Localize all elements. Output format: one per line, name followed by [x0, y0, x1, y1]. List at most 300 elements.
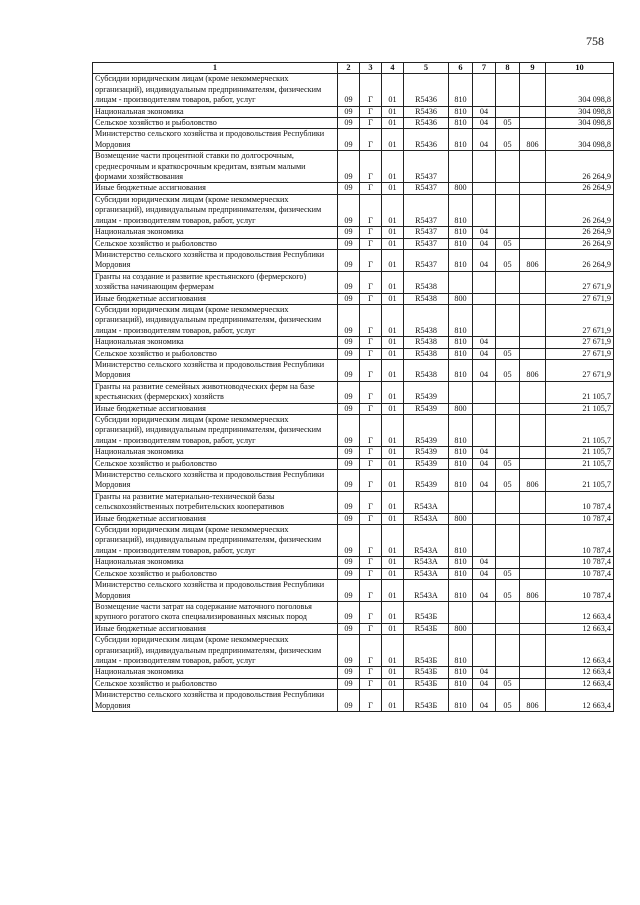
row-amount: 12 663,4 [546, 623, 614, 634]
cell-code: R543А [404, 525, 449, 557]
cell-code: R543Б [404, 601, 449, 623]
table-row [93, 381, 614, 403]
cell-code: 806 [520, 690, 546, 712]
cell-code: Г [360, 293, 382, 304]
row-amount: 10 787,4 [546, 491, 614, 513]
cell-code [520, 304, 546, 336]
cell-code [496, 293, 520, 304]
cell-code [520, 106, 546, 117]
cell-code: R5436 [404, 74, 449, 106]
cell-code: Г [360, 580, 382, 602]
cell-code: 806 [520, 580, 546, 602]
cell-code: R543Б [404, 635, 449, 667]
cell-code: 09 [338, 678, 360, 689]
cell-code: 01 [382, 227, 404, 238]
row-amount: 304 098,8 [546, 74, 614, 106]
row-amount: 12 663,4 [546, 667, 614, 678]
cell-code: 09 [338, 601, 360, 623]
row-label: Сельское хозяйство и рыболовство [93, 118, 338, 129]
table-row [93, 513, 614, 524]
cell-code: 01 [382, 348, 404, 359]
cell-code: 09 [338, 348, 360, 359]
cell-code: R5438 [404, 271, 449, 293]
cell-code: R5437 [404, 183, 449, 194]
table-row [93, 359, 614, 381]
cell-code: 05 [496, 568, 520, 579]
cell-code: 04 [473, 337, 496, 348]
table-row [93, 106, 614, 117]
cell-code: 810 [449, 447, 473, 458]
cell-code: Г [360, 183, 382, 194]
cell-code [496, 151, 520, 183]
cell-code [520, 238, 546, 249]
cell-code [473, 74, 496, 106]
cell-code: 01 [382, 249, 404, 271]
cell-code: R543Б [404, 690, 449, 712]
cell-code [496, 415, 520, 447]
row-amount: 10 787,4 [546, 557, 614, 568]
cell-code: R5439 [404, 403, 449, 414]
cell-code: Г [360, 678, 382, 689]
row-amount: 26 264,9 [546, 249, 614, 271]
cell-code: 01 [382, 690, 404, 712]
cell-code: 01 [382, 337, 404, 348]
cell-code [473, 525, 496, 557]
cell-code: R5436 [404, 106, 449, 117]
cell-code: 09 [338, 194, 360, 226]
cell-code: Г [360, 118, 382, 129]
cell-code: R5437 [404, 151, 449, 183]
row-label: Субсидии юридическим лицам (кроме некоммерческих организаций), индивидуальным предпринимателям, физическим лицам - производителям товаров, работ, услуг [93, 415, 338, 447]
table-row [93, 227, 614, 238]
cell-code [473, 415, 496, 447]
table-row [93, 118, 614, 129]
cell-code: 810 [449, 106, 473, 117]
cell-code: Г [360, 635, 382, 667]
table-row [93, 601, 614, 623]
cell-code [473, 183, 496, 194]
cell-code: 09 [338, 381, 360, 403]
cell-code: Г [360, 359, 382, 381]
cell-code [449, 381, 473, 403]
cell-code: Г [360, 304, 382, 336]
row-amount: 27 671,9 [546, 304, 614, 336]
cell-code: 09 [338, 557, 360, 568]
row-amount: 12 663,4 [546, 601, 614, 623]
cell-code: R5438 [404, 359, 449, 381]
cell-code: 806 [520, 249, 546, 271]
cell-code: 09 [338, 227, 360, 238]
cell-code [520, 348, 546, 359]
cell-code [496, 623, 520, 634]
cell-code: 04 [473, 238, 496, 249]
cell-code [496, 601, 520, 623]
column-header: 7 [473, 63, 496, 74]
cell-code: 09 [338, 525, 360, 557]
row-amount: 27 671,9 [546, 359, 614, 381]
cell-code: Г [360, 271, 382, 293]
cell-code: 810 [449, 415, 473, 447]
cell-code [520, 151, 546, 183]
table-row [93, 667, 614, 678]
cell-code: 810 [449, 557, 473, 568]
cell-code: 09 [338, 690, 360, 712]
cell-code: R5438 [404, 293, 449, 304]
row-label: Национальная экономика [93, 557, 338, 568]
row-label: Национальная экономика [93, 337, 338, 348]
cell-code: Г [360, 194, 382, 226]
row-label: Субсидии юридическим лицам (кроме некоммерческих организаций), индивидуальным предпринимателям, физическим лицам - производителям товаров, работ, услуг [93, 304, 338, 336]
row-label: Иные бюджетные ассигнования [93, 513, 338, 524]
cell-code: 01 [382, 678, 404, 689]
column-header: 2 [338, 63, 360, 74]
cell-code: 810 [449, 667, 473, 678]
cell-code: 04 [473, 580, 496, 602]
row-label: Министерство сельского хозяйства и продовольствия Республики Мордовия [93, 249, 338, 271]
cell-code: 09 [338, 238, 360, 249]
row-label: Сельское хозяйство и рыболовство [93, 678, 338, 689]
cell-code: 01 [382, 271, 404, 293]
cell-code: Г [360, 568, 382, 579]
cell-code: 810 [449, 304, 473, 336]
cell-code: R5439 [404, 381, 449, 403]
cell-code: R5439 [404, 415, 449, 447]
table-row [93, 293, 614, 304]
cell-code: 01 [382, 513, 404, 524]
cell-code [449, 601, 473, 623]
cell-code [520, 491, 546, 513]
cell-code: 09 [338, 359, 360, 381]
cell-code [520, 415, 546, 447]
row-label: Министерство сельского хозяйства и продовольствия Республики Мордовия [93, 470, 338, 492]
row-label: Национальная экономика [93, 447, 338, 458]
cell-code: 09 [338, 337, 360, 348]
cell-code: 01 [382, 635, 404, 667]
cell-code [496, 635, 520, 667]
row-amount: 12 663,4 [546, 635, 614, 667]
header-row [93, 63, 614, 74]
table-row [93, 557, 614, 568]
cell-code: 04 [473, 447, 496, 458]
cell-code: R5436 [404, 129, 449, 151]
row-label: Возмещение части затрат на содержание маточного поголовья крупного рогатого скота специализированных мясных пород [93, 601, 338, 623]
table-row [93, 458, 614, 469]
cell-code: Г [360, 151, 382, 183]
cell-code [496, 667, 520, 678]
cell-code: 04 [473, 458, 496, 469]
row-amount: 10 787,4 [546, 580, 614, 602]
cell-code: Г [360, 667, 382, 678]
row-amount: 21 105,7 [546, 447, 614, 458]
cell-code: 810 [449, 568, 473, 579]
table-row [93, 271, 614, 293]
table-row [93, 470, 614, 492]
cell-code: 05 [496, 690, 520, 712]
cell-code: R5437 [404, 249, 449, 271]
cell-code: 04 [473, 118, 496, 129]
cell-code [496, 106, 520, 117]
table-row [93, 580, 614, 602]
cell-code: 01 [382, 557, 404, 568]
cell-code: 09 [338, 458, 360, 469]
cell-code: R5439 [404, 447, 449, 458]
cell-code: 09 [338, 293, 360, 304]
cell-code: 01 [382, 525, 404, 557]
row-amount: 26 264,9 [546, 194, 614, 226]
column-header: 3 [360, 63, 382, 74]
cell-code: 04 [473, 227, 496, 238]
cell-code: 810 [449, 690, 473, 712]
row-amount: 10 787,4 [546, 513, 614, 524]
cell-code [473, 151, 496, 183]
cell-code: 09 [338, 106, 360, 117]
table-row [93, 194, 614, 226]
row-amount: 21 105,7 [546, 415, 614, 447]
cell-code [520, 568, 546, 579]
row-amount: 10 787,4 [546, 568, 614, 579]
cell-code: 09 [338, 183, 360, 194]
cell-code: Г [360, 227, 382, 238]
cell-code: Г [360, 348, 382, 359]
cell-code: Г [360, 458, 382, 469]
cell-code: 810 [449, 194, 473, 226]
cell-code: 01 [382, 470, 404, 492]
cell-code: 01 [382, 601, 404, 623]
cell-code: 01 [382, 623, 404, 634]
cell-code: R5437 [404, 194, 449, 226]
cell-code: Г [360, 525, 382, 557]
row-amount: 304 098,8 [546, 106, 614, 117]
cell-code: R543А [404, 557, 449, 568]
row-label: Министерство сельского хозяйства и продовольствия Республики Мордовия [93, 129, 338, 151]
cell-code: 05 [496, 129, 520, 151]
cell-code: Г [360, 623, 382, 634]
cell-code: 05 [496, 458, 520, 469]
cell-code: R543А [404, 513, 449, 524]
table-row [93, 151, 614, 183]
row-label: Гранты на развитие семейных животноводческих ферм на базе крестьянских (фермерских) хозяйств [93, 381, 338, 403]
cell-code [520, 227, 546, 238]
cell-code [449, 151, 473, 183]
cell-code: 09 [338, 568, 360, 579]
row-amount: 12 663,4 [546, 690, 614, 712]
row-label: Министерство сельского хозяйства и продовольствия Республики Мордовия [93, 359, 338, 381]
cell-code: R5439 [404, 458, 449, 469]
cell-code: R5438 [404, 337, 449, 348]
cell-code [473, 304, 496, 336]
cell-code [520, 635, 546, 667]
row-label: Национальная экономика [93, 227, 338, 238]
cell-code: Г [360, 470, 382, 492]
cell-code [520, 381, 546, 403]
column-header: 10 [546, 63, 614, 74]
cell-code: 01 [382, 403, 404, 414]
cell-code [473, 513, 496, 524]
cell-code: 01 [382, 458, 404, 469]
row-label: Сельское хозяйство и рыболовство [93, 238, 338, 249]
cell-code [473, 194, 496, 226]
cell-code: 01 [382, 293, 404, 304]
cell-code [449, 271, 473, 293]
cell-code: Г [360, 238, 382, 249]
row-label: Субсидии юридическим лицам (кроме некоммерческих организаций), индивидуальным предпринимателям, физическим лицам - производителям товаров, работ, услуг [93, 74, 338, 106]
cell-code: 01 [382, 194, 404, 226]
row-amount: 304 098,8 [546, 129, 614, 151]
cell-code [520, 667, 546, 678]
cell-code: 05 [496, 470, 520, 492]
page-number: 758 [586, 34, 604, 48]
row-label: Иные бюджетные ассигнования [93, 403, 338, 414]
row-label: Иные бюджетные ассигнования [93, 183, 338, 194]
cell-code [496, 304, 520, 336]
cell-code: 09 [338, 623, 360, 634]
cell-code: R5437 [404, 227, 449, 238]
cell-code: Г [360, 129, 382, 151]
table-row [93, 74, 614, 106]
cell-code: 806 [520, 359, 546, 381]
row-label: Министерство сельского хозяйства и продовольствия Республики Мордовия [93, 580, 338, 602]
row-amount: 26 264,9 [546, 227, 614, 238]
cell-code: 806 [520, 129, 546, 151]
cell-code [520, 194, 546, 226]
cell-code: 806 [520, 470, 546, 492]
cell-code: 09 [338, 151, 360, 183]
row-label: Гранты на создание и развитие крестьянского (фермерского) хозяйства начинающим фермерам [93, 271, 338, 293]
cell-code [496, 194, 520, 226]
row-amount: 26 264,9 [546, 151, 614, 183]
cell-code [520, 678, 546, 689]
row-label: Национальная экономика [93, 667, 338, 678]
row-label: Иные бюджетные ассигнования [93, 293, 338, 304]
table-row [93, 415, 614, 447]
row-label: Субсидии юридическим лицам (кроме некоммерческих организаций), индивидуальным предпринимателям, физическим лицам - производителям товаров, работ, услуг [93, 635, 338, 667]
cell-code: 05 [496, 238, 520, 249]
row-amount: 21 105,7 [546, 458, 614, 469]
cell-code: 04 [473, 359, 496, 381]
cell-code: 09 [338, 249, 360, 271]
cell-code: 810 [449, 249, 473, 271]
row-label: Сельское хозяйство и рыболовство [93, 458, 338, 469]
cell-code: 04 [473, 667, 496, 678]
cell-code [496, 337, 520, 348]
table-row [93, 403, 614, 414]
cell-code [473, 403, 496, 414]
cell-code: 09 [338, 447, 360, 458]
row-label: Министерство сельского хозяйства и продовольствия Республики Мордовия [93, 690, 338, 712]
cell-code [496, 74, 520, 106]
table-row [93, 690, 614, 712]
row-label: Гранты на развитие материально-технической базы сельскохозяйственных потребительских кооперативов [93, 491, 338, 513]
cell-code: R5438 [404, 348, 449, 359]
cell-code [473, 293, 496, 304]
cell-code: 810 [449, 227, 473, 238]
table-row [93, 337, 614, 348]
cell-code: 810 [449, 580, 473, 602]
cell-code [473, 381, 496, 403]
table-row [93, 348, 614, 359]
cell-code: 01 [382, 238, 404, 249]
cell-code [520, 623, 546, 634]
cell-code: Г [360, 415, 382, 447]
cell-code [520, 337, 546, 348]
cell-code: 01 [382, 580, 404, 602]
cell-code: 01 [382, 118, 404, 129]
cell-code [520, 403, 546, 414]
cell-code: 05 [496, 118, 520, 129]
table-row [93, 447, 614, 458]
cell-code: 04 [473, 568, 496, 579]
row-amount: 21 105,7 [546, 403, 614, 414]
cell-code: Г [360, 106, 382, 117]
cell-code: 09 [338, 271, 360, 293]
cell-code: 09 [338, 118, 360, 129]
cell-code: 04 [473, 557, 496, 568]
cell-code: 04 [473, 249, 496, 271]
row-amount: 27 671,9 [546, 271, 614, 293]
cell-code: 09 [338, 403, 360, 414]
table-row [93, 249, 614, 271]
cell-code: 01 [382, 129, 404, 151]
table-row [93, 304, 614, 336]
cell-code: 810 [449, 129, 473, 151]
cell-code: 04 [473, 348, 496, 359]
cell-code: Г [360, 381, 382, 403]
cell-code [496, 227, 520, 238]
cell-code: R5436 [404, 118, 449, 129]
cell-code: 05 [496, 678, 520, 689]
row-amount: 21 105,7 [546, 470, 614, 492]
cell-code: 01 [382, 447, 404, 458]
cell-code: R5437 [404, 238, 449, 249]
column-header: 6 [449, 63, 473, 74]
table-row [93, 635, 614, 667]
cell-code [473, 601, 496, 623]
cell-code: 810 [449, 525, 473, 557]
column-header: 4 [382, 63, 404, 74]
cell-code: 09 [338, 304, 360, 336]
cell-code [496, 513, 520, 524]
cell-code: 09 [338, 129, 360, 151]
cell-code: 04 [473, 129, 496, 151]
cell-code: 04 [473, 470, 496, 492]
cell-code: 800 [449, 293, 473, 304]
budget-table [92, 62, 614, 712]
row-label: Субсидии юридическим лицам (кроме некоммерческих организаций), индивидуальным предпринимателям, физическим лицам - производителям товаров, работ, услуг [93, 194, 338, 226]
cell-code: 800 [449, 623, 473, 634]
cell-code: Г [360, 557, 382, 568]
column-header: 9 [520, 63, 546, 74]
cell-code [520, 525, 546, 557]
cell-code: Г [360, 447, 382, 458]
cell-code: 09 [338, 470, 360, 492]
row-label: Субсидии юридическим лицам (кроме некоммерческих организаций), индивидуальным предпринимателям, физическим лицам - производителям товаров, работ, услуг [93, 525, 338, 557]
row-label: Сельское хозяйство и рыболовство [93, 568, 338, 579]
row-label: Иные бюджетные ассигнования [93, 623, 338, 634]
cell-code [496, 183, 520, 194]
row-label: Сельское хозяйство и рыболовство [93, 348, 338, 359]
cell-code [520, 183, 546, 194]
cell-code: 01 [382, 667, 404, 678]
cell-code: 01 [382, 106, 404, 117]
row-amount: 12 663,4 [546, 678, 614, 689]
cell-code: 01 [382, 183, 404, 194]
column-header: 5 [404, 63, 449, 74]
cell-code: 810 [449, 635, 473, 667]
cell-code [496, 381, 520, 403]
row-amount: 10 787,4 [546, 525, 614, 557]
cell-code: R543А [404, 491, 449, 513]
cell-code [496, 491, 520, 513]
